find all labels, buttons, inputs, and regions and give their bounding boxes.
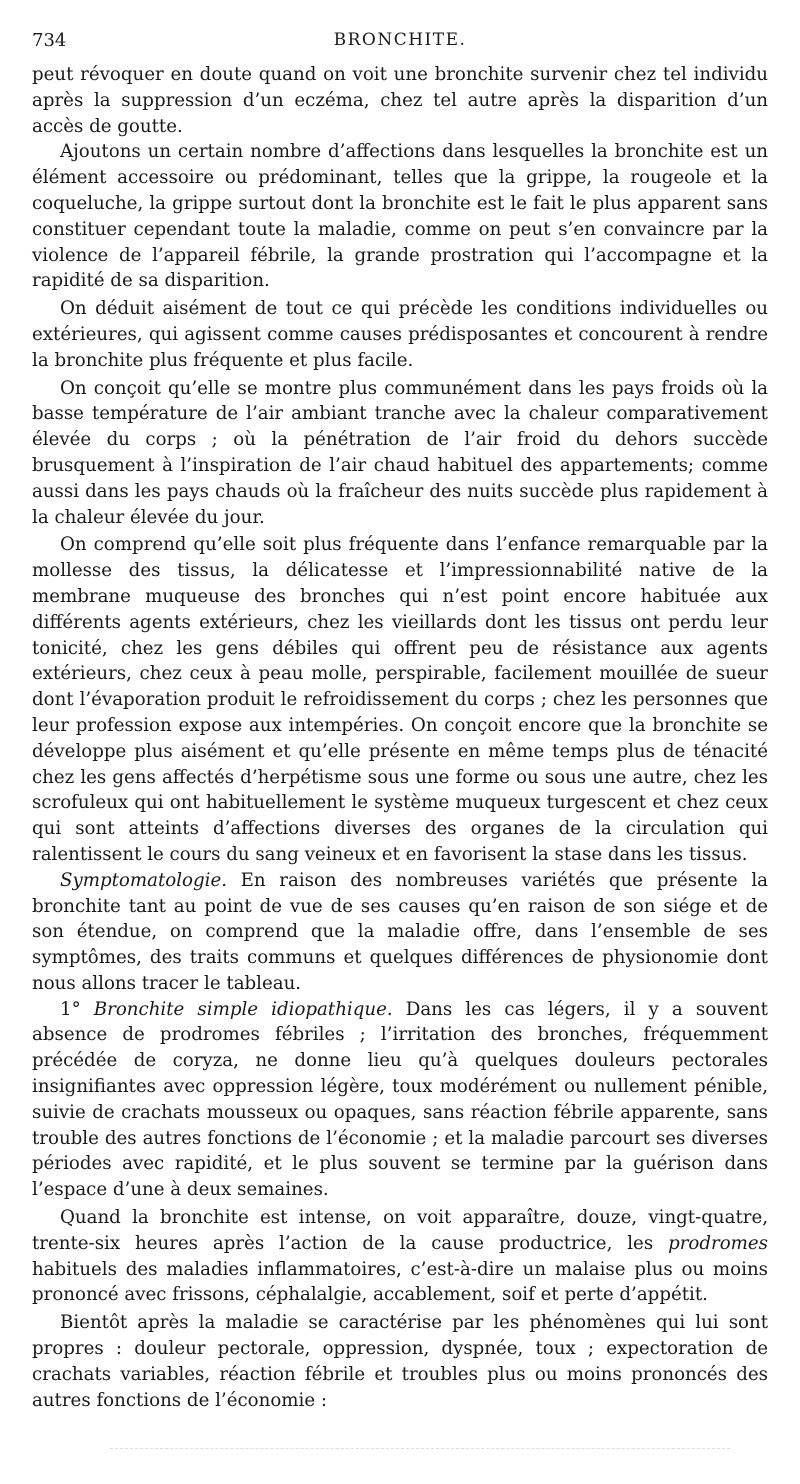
paragraph-predisposition: On comprend qu’elle soit plus fréquente dans l’enfance remarquable par la mollesse des tissus, la délicatesse et l’impressionnabilité native de la membrane muqueuse des bronches qui n’est point encore habituée aux différents agents extérieurs, chez les vieillards dont les tissus ont perdu leur tonicité, chez les gens débiles qui offrent peu de résistance aux agents extérieurs, chez ceux à peau molle, perspirable, facilement mouillée de sueur dont l’évaporation produit le refroidissement du corps ; chez les personnes que leur profession expose aux intempéries. On conçoit encore que la bronchite se développe plus aisément et qu’elle présente en même temps plus de ténacité chez les gens affectés d’herpétisme sous une forme ou sous une autre, chez les scrofuleux qui ont habituellement le système muqueux turgescent et chez ceux qui sont atteints d’affections diverses des organes de la circulation qui ralentissent le cours du sang veineux et en favorisent la stase dans les tissus. <box>32 534 768 865</box>
simple-bronchitis-heading: Bronchite simple idiopathique. <box>93 998 393 1020</box>
prodromes-term: prodromes <box>668 1232 768 1254</box>
paragraph-affections: Ajoutons un certain nombre d’affections dans lesquelles la bronchite est un élément accessoire ou prédominant, telles que la grippe, la rougeole et la coqueluche, la grippe surtout dont la bronchite est le fait le plus apparent sans constituer cependant toute la maladie, comme on peut s’en convaincre par la violence de l’appareil fébrile, la grande prostration qui l’accompagne et la rapidité de sa disparition. <box>32 141 768 292</box>
paragraph-intense: Quand la bronchite est intense, on voit apparaître, douze, vingt-quatre, trente-six heures après l’action de la cause productrice, les prodromes habituels des maladies inflammatoires, c’est-à-dire un malaise plus ou moins prononcé avec frissons, céphalalgie, accablement, soif et perte d’appétit. <box>32 1207 768 1306</box>
paragraph-continuation: peut révoquer en doute quand on voit une bronchite survenir chez tel individu après la suppression d’un eczéma, chez tel autre après la disparition d’un accès de goutte. <box>32 64 768 137</box>
symptomatology-heading: Symptomatologie. <box>60 869 227 891</box>
item-number: 1° <box>60 998 81 1020</box>
running-head <box>32 30 768 56</box>
body-text <box>32 62 768 1413</box>
paragraph-simple-bronchitis: 1° Bronchite simple idiopathique. Dans les cas légers, il y a souvent absence de prodromes fébriles ; l’irritation des bronches, fréquemment précédée de coryza, ne donne lieu qu’à quelques douleurs pectorales insignifiantes avec oppression légère, toux modérément ou nullement pénible, suivie de crachats mousseux ou opaques, sans réaction fébrile apparente, sans trouble des autres fonctions de l’économie ; et la maladie parcourt ses diverses périodes avec rapidité, et le plus souvent se termine par la guérison dans l’espace d’une à deux semaines. <box>32 998 768 1201</box>
page-bottom-marks <box>110 1448 730 1457</box>
paragraph-symptomatology: Symptomatologie. En raison des nombreuses variétés que présente la bronchite tant au point de vue de ses causes qu’en raison de son siége et de son étendue, on comprend que la maladie offre, dans l’ensemble de ses symptômes, des traits communs et quelques différences de physionomie dont nous allons tracer le tableau. <box>32 869 768 994</box>
section-title: BRONCHITE. <box>333 30 467 50</box>
paragraph-conditions: On déduit aisément de tout ce qui précède les conditions individuelles ou extérieures, qui agissent comme causes prédisposantes et concourent à rendre la bronchite plus fréquente et plus facile. <box>32 298 768 371</box>
paragraph-climate: On conçoit qu’elle se montre plus communément dans les pays froids où la basse température de l’air ambiant tranche avec la chaleur comparativement élevée du corps ; où la pénétration de l’air froid du dehors succède brusquement à l’inspiration de l’air chaud habituel des appartements; comme aussi dans les pays chauds où la fraîcheur des nuits succède plus rapidement à la chaleur élevée du jour. <box>32 377 768 528</box>
paragraph-phenomena: Bientôt après la maladie se caractérise par les phénomènes qui lui sont propres : douleur pectorale, oppression, dyspnée, toux ; expectoration de crachats variables, réaction fébrile et troubles plus ou moins prononcés des autres fonctions de l’économie : <box>32 1312 768 1411</box>
page-number: 734 <box>32 30 67 51</box>
